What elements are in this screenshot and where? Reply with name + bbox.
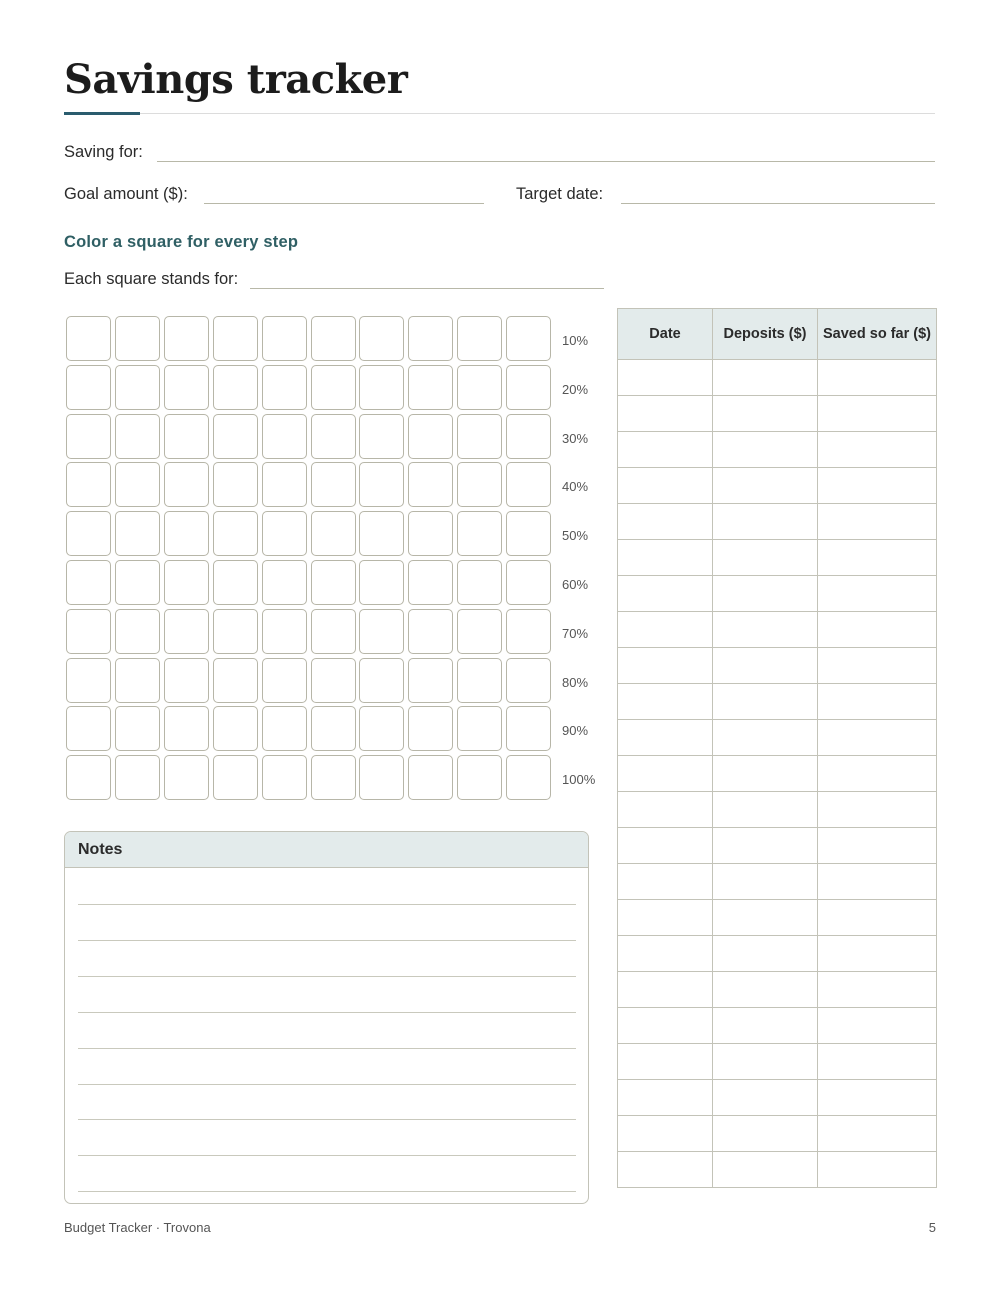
table-cell[interactable] [818, 360, 937, 396]
table-cell[interactable] [713, 540, 818, 576]
table-cell[interactable] [713, 576, 818, 612]
table-cell[interactable] [618, 792, 713, 828]
table-cell[interactable] [818, 972, 937, 1008]
savings-square[interactable] [66, 365, 111, 410]
savings-square[interactable] [359, 511, 404, 556]
grid-heading: Color a square for every step [64, 233, 299, 251]
savings-square[interactable] [262, 658, 307, 703]
table-cell[interactable] [818, 540, 937, 576]
percent-label: 10% [562, 333, 589, 348]
table-cell[interactable] [618, 900, 713, 936]
table-row [618, 1008, 937, 1044]
percent-label: 20% [562, 381, 589, 397]
savings-square[interactable] [506, 706, 551, 751]
savings-square[interactable] [262, 316, 307, 361]
notes-title: Notes [65, 832, 588, 868]
savings-square[interactable] [311, 658, 356, 703]
table-cell[interactable] [713, 468, 818, 504]
savings-square[interactable] [213, 462, 258, 507]
savings-square[interactable] [164, 706, 209, 751]
savings-square[interactable] [115, 511, 160, 556]
notes-line[interactable] [78, 940, 576, 941]
column-header: Saved so far ($) [818, 309, 937, 360]
table-cell[interactable] [618, 720, 713, 756]
percent-label: 70% [562, 625, 589, 641]
savings-square[interactable] [115, 609, 160, 654]
savings-square[interactable] [311, 560, 356, 605]
table-row [618, 432, 937, 468]
savings-square[interactable] [359, 706, 404, 751]
table-cell[interactable] [713, 720, 818, 756]
table-cell[interactable] [713, 1044, 818, 1080]
notes-line[interactable] [78, 976, 576, 977]
savings-square[interactable] [506, 462, 551, 507]
table-cell[interactable] [713, 432, 818, 468]
table-cell[interactable] [818, 900, 937, 936]
table-cell[interactable] [713, 936, 818, 972]
table-cell[interactable] [818, 1080, 937, 1116]
savings-square[interactable] [164, 316, 209, 361]
table-cell[interactable] [618, 396, 713, 432]
savings-square[interactable] [164, 365, 209, 410]
table-cell[interactable] [618, 468, 713, 504]
table-cell[interactable] [818, 468, 937, 504]
table-row [618, 468, 937, 504]
table-row [618, 900, 937, 936]
table-row [618, 612, 937, 648]
savings-square[interactable] [506, 365, 551, 410]
table-row [618, 756, 937, 792]
savings-square[interactable] [213, 316, 258, 361]
table-cell[interactable] [618, 1044, 713, 1080]
savings-square[interactable] [213, 511, 258, 556]
savings-square[interactable] [408, 755, 453, 800]
table-cell[interactable] [618, 612, 713, 648]
table-cell[interactable] [713, 648, 818, 684]
savings-square[interactable] [115, 316, 160, 361]
savings-square[interactable] [66, 511, 111, 556]
table-cell[interactable] [818, 1152, 937, 1188]
table-row [618, 576, 937, 612]
table-row [618, 792, 937, 828]
notes-box [64, 831, 589, 1204]
percent-label: 80% [562, 674, 589, 690]
savings-square[interactable] [164, 658, 209, 703]
savings-square[interactable] [311, 706, 356, 751]
column-header: Date [618, 309, 713, 360]
savings-square[interactable] [457, 511, 502, 556]
savings-square[interactable] [262, 755, 307, 800]
notes-line[interactable] [78, 1191, 576, 1192]
savings-square[interactable] [457, 560, 502, 605]
savings-square[interactable] [164, 511, 209, 556]
table-cell[interactable] [818, 1008, 937, 1044]
savings-square[interactable] [408, 706, 453, 751]
notes-line[interactable] [78, 1048, 576, 1049]
savings-square[interactable] [506, 755, 551, 800]
table-cell[interactable] [618, 1152, 713, 1188]
savings-square[interactable] [506, 414, 551, 459]
table-cell[interactable] [818, 684, 937, 720]
savings-square[interactable] [66, 316, 111, 361]
table-cell[interactable] [618, 756, 713, 792]
savings-square[interactable] [408, 462, 453, 507]
savings-square[interactable] [262, 560, 307, 605]
saving-for-field[interactable] [157, 161, 935, 162]
savings-square[interactable] [457, 462, 502, 507]
savings-square[interactable] [115, 365, 160, 410]
savings-square[interactable] [66, 706, 111, 751]
square-value-label: Each square stands for: [64, 270, 239, 288]
table-cell[interactable] [713, 972, 818, 1008]
savings-square[interactable] [311, 316, 356, 361]
savings-square[interactable] [359, 462, 404, 507]
table-row [618, 1152, 937, 1188]
savings-square[interactable] [506, 316, 551, 361]
savings-square[interactable] [115, 755, 160, 800]
savings-square[interactable] [359, 316, 404, 361]
savings-square[interactable] [164, 414, 209, 459]
savings-square[interactable] [164, 560, 209, 605]
table-cell[interactable] [818, 396, 937, 432]
table-cell[interactable] [713, 864, 818, 900]
table-row [618, 864, 937, 900]
table-cell[interactable] [618, 504, 713, 540]
table-cell[interactable] [818, 612, 937, 648]
table-row [618, 540, 937, 576]
table-cell[interactable] [818, 1116, 937, 1152]
table-row [618, 720, 937, 756]
square-value-field[interactable] [250, 288, 604, 289]
table-cell[interactable] [713, 1116, 818, 1152]
savings-square[interactable] [311, 365, 356, 410]
savings-square[interactable] [359, 560, 404, 605]
savings-square[interactable] [115, 560, 160, 605]
notes-line[interactable] [78, 904, 576, 905]
percent-label: 30% [562, 430, 589, 446]
savings-square[interactable] [311, 414, 356, 459]
savings-square[interactable] [262, 414, 307, 459]
table-cell[interactable] [713, 1008, 818, 1044]
notes-line[interactable] [78, 1084, 576, 1085]
table-cell[interactable] [618, 972, 713, 1008]
table-header-row [618, 309, 937, 360]
table-cell[interactable] [713, 1080, 818, 1116]
table-cell[interactable] [818, 864, 937, 900]
table-cell[interactable] [818, 936, 937, 972]
table-row [618, 360, 937, 396]
column-header: Deposits ($) [713, 309, 818, 360]
table-cell[interactable] [818, 648, 937, 684]
savings-square[interactable] [506, 609, 551, 654]
table-cell[interactable] [818, 504, 937, 540]
savings-square[interactable] [311, 511, 356, 556]
percent-label: 40% [562, 479, 589, 495]
savings-square[interactable] [359, 755, 404, 800]
savings-square[interactable] [457, 658, 502, 703]
savings-square[interactable] [262, 609, 307, 654]
savings-square[interactable] [213, 365, 258, 410]
notes-line[interactable] [78, 1119, 576, 1120]
savings-square[interactable] [457, 609, 502, 654]
table-cell[interactable] [618, 1116, 713, 1152]
savings-square[interactable] [359, 414, 404, 459]
notes-line[interactable] [78, 1155, 576, 1156]
savings-square[interactable] [408, 365, 453, 410]
table-cell[interactable] [713, 792, 818, 828]
table-cell[interactable] [618, 432, 713, 468]
savings-square[interactable] [213, 706, 258, 751]
savings-square[interactable] [506, 658, 551, 703]
table-cell[interactable] [618, 1008, 713, 1044]
savings-square[interactable] [115, 706, 160, 751]
table-cell[interactable] [713, 612, 818, 648]
percent-label: 60% [562, 577, 589, 592]
savings-square[interactable] [408, 658, 453, 703]
savings-square[interactable] [213, 414, 258, 459]
table-cell[interactable] [818, 720, 937, 756]
table-cell[interactable] [713, 828, 818, 864]
savings-square[interactable] [164, 462, 209, 507]
table-row [618, 648, 937, 684]
percent-label: 50% [562, 528, 589, 544]
footer-brand: Budget Tracker · Trovona [64, 1220, 211, 1235]
table-row [618, 972, 937, 1008]
savings-square[interactable] [359, 658, 404, 703]
savings-square[interactable] [115, 414, 160, 459]
savings-square[interactable] [408, 316, 453, 361]
table-row [618, 1044, 937, 1080]
notes-line[interactable] [78, 1012, 576, 1013]
page-title: Savings tracker [64, 56, 408, 103]
table-cell[interactable] [618, 684, 713, 720]
table-cell[interactable] [618, 540, 713, 576]
savings-square[interactable] [408, 414, 453, 459]
table-cell[interactable] [713, 900, 818, 936]
savings-square[interactable] [262, 706, 307, 751]
savings-square[interactable] [66, 755, 111, 800]
target-date-label: Target date: [516, 185, 604, 203]
savings-square[interactable] [457, 755, 502, 800]
savings-square[interactable] [213, 560, 258, 605]
target-date-field[interactable] [621, 203, 935, 204]
savings-square[interactable] [506, 511, 551, 556]
savings-square[interactable] [457, 365, 502, 410]
savings-square[interactable] [66, 609, 111, 654]
goal-amount-field[interactable] [204, 203, 484, 204]
table-cell[interactable] [618, 864, 713, 900]
table-row [618, 504, 937, 540]
table-cell[interactable] [618, 936, 713, 972]
savings-square[interactable] [408, 560, 453, 605]
savings-square[interactable] [164, 755, 209, 800]
table-cell[interactable] [618, 828, 713, 864]
percent-label: 90% [562, 723, 589, 739]
savings-square[interactable] [311, 755, 356, 800]
percent-label: 100% [562, 772, 596, 788]
savings-square[interactable] [311, 462, 356, 507]
savings-square[interactable] [213, 658, 258, 703]
table-row [618, 1080, 937, 1116]
savings-square[interactable] [66, 560, 111, 605]
table-cell[interactable] [713, 684, 818, 720]
table-cell[interactable] [618, 576, 713, 612]
table-cell[interactable] [713, 1152, 818, 1188]
savings-square[interactable] [457, 706, 502, 751]
savings-square[interactable] [262, 462, 307, 507]
table-cell[interactable] [618, 1080, 713, 1116]
table-cell[interactable] [818, 756, 937, 792]
savings-square[interactable] [66, 462, 111, 507]
title-accent-bar [64, 112, 140, 115]
table-row [618, 828, 937, 864]
table-cell[interactable] [618, 360, 713, 396]
savings-square[interactable] [457, 414, 502, 459]
savings-square[interactable] [66, 414, 111, 459]
table-cell[interactable] [713, 504, 818, 540]
savings-square[interactable] [506, 560, 551, 605]
table-row [618, 1116, 937, 1152]
savings-square[interactable] [115, 462, 160, 507]
table-cell[interactable] [818, 828, 937, 864]
table-row [618, 936, 937, 972]
title-divider [64, 113, 935, 114]
table-row [618, 684, 937, 720]
saving-for-label: Saving for: [64, 143, 143, 161]
savings-square[interactable] [359, 365, 404, 410]
table-cell[interactable] [713, 756, 818, 792]
goal-amount-label: Goal amount ($): [64, 185, 188, 203]
table-cell[interactable] [818, 792, 937, 828]
table-cell[interactable] [713, 360, 818, 396]
savings-square[interactable] [457, 316, 502, 361]
savings-square[interactable] [115, 658, 160, 703]
table-cell[interactable] [818, 1044, 937, 1080]
table-cell[interactable] [618, 648, 713, 684]
deposit-log-table [617, 308, 937, 1188]
table-cell[interactable] [818, 576, 937, 612]
savings-square[interactable] [213, 755, 258, 800]
savings-square[interactable] [359, 609, 404, 654]
table-row [618, 396, 937, 432]
savings-square[interactable] [262, 365, 307, 410]
savings-square[interactable] [164, 609, 209, 654]
table-cell[interactable] [713, 396, 818, 432]
page-number: 5 [928, 1220, 936, 1235]
savings-square[interactable] [408, 511, 453, 556]
savings-square[interactable] [262, 511, 307, 556]
savings-square[interactable] [408, 609, 453, 654]
savings-square[interactable] [213, 609, 258, 654]
savings-square[interactable] [311, 609, 356, 654]
savings-square[interactable] [66, 658, 111, 703]
table-cell[interactable] [818, 432, 937, 468]
